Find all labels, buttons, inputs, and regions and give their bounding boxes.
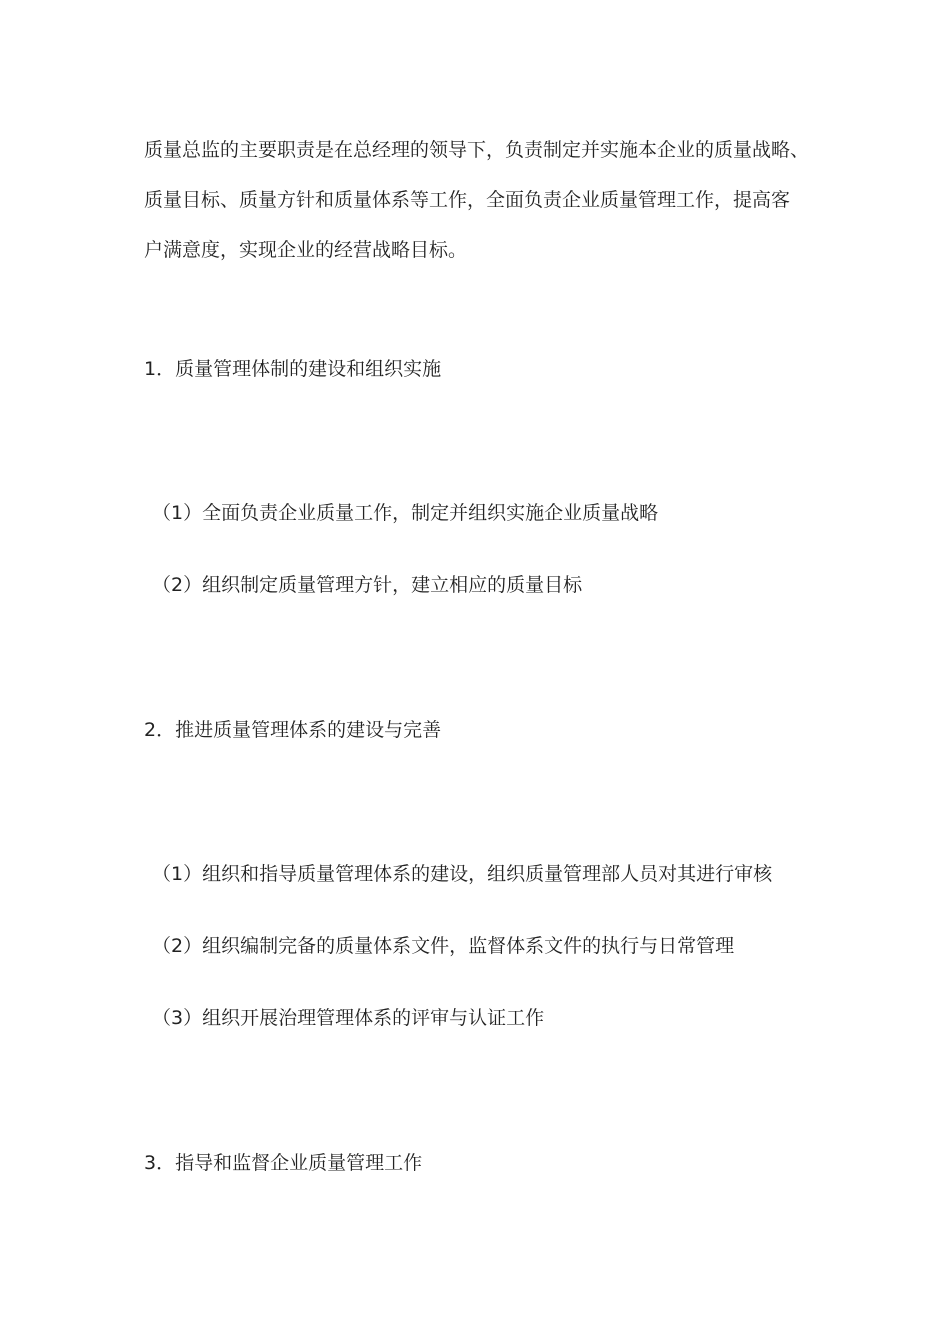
intro-line-2: 质量目标、质量方针和质量体系等工作，全面负责企业质量管理工作，提高客 xyxy=(144,189,791,211)
section-2-item-3: （3）组织开展治理管理体系的评审与认证工作 xyxy=(152,1007,545,1029)
section-1-heading: 1．质量管理体制的建设和组织实施 xyxy=(144,358,442,380)
section-2-item-1: （1）组织和指导质量管理体系的建设，组织质量管理部人员对其进行审核 xyxy=(152,863,773,885)
section-1-item-2: （2）组织制定质量管理方针，建立相应的质量目标 xyxy=(152,574,583,596)
section-2-item-2: （2）组织编制完备的质量体系文件，监督体系文件的执行与日常管理 xyxy=(152,935,735,957)
section-1-item-1: （1）全面负责企业质量工作，制定并组织实施企业质量战略 xyxy=(152,502,659,524)
section-3-heading: 3．指导和监督企业质量管理工作 xyxy=(144,1152,423,1174)
intro-line-3: 户满意度，实现企业的经营战略目标。 xyxy=(144,239,468,261)
intro-line-1: 质量总监的主要职责是在总经理的领导下，负责制定并实施本企业的质量战略、 xyxy=(144,139,810,161)
section-2-heading: 2．推进质量管理体系的建设与完善 xyxy=(144,719,442,741)
